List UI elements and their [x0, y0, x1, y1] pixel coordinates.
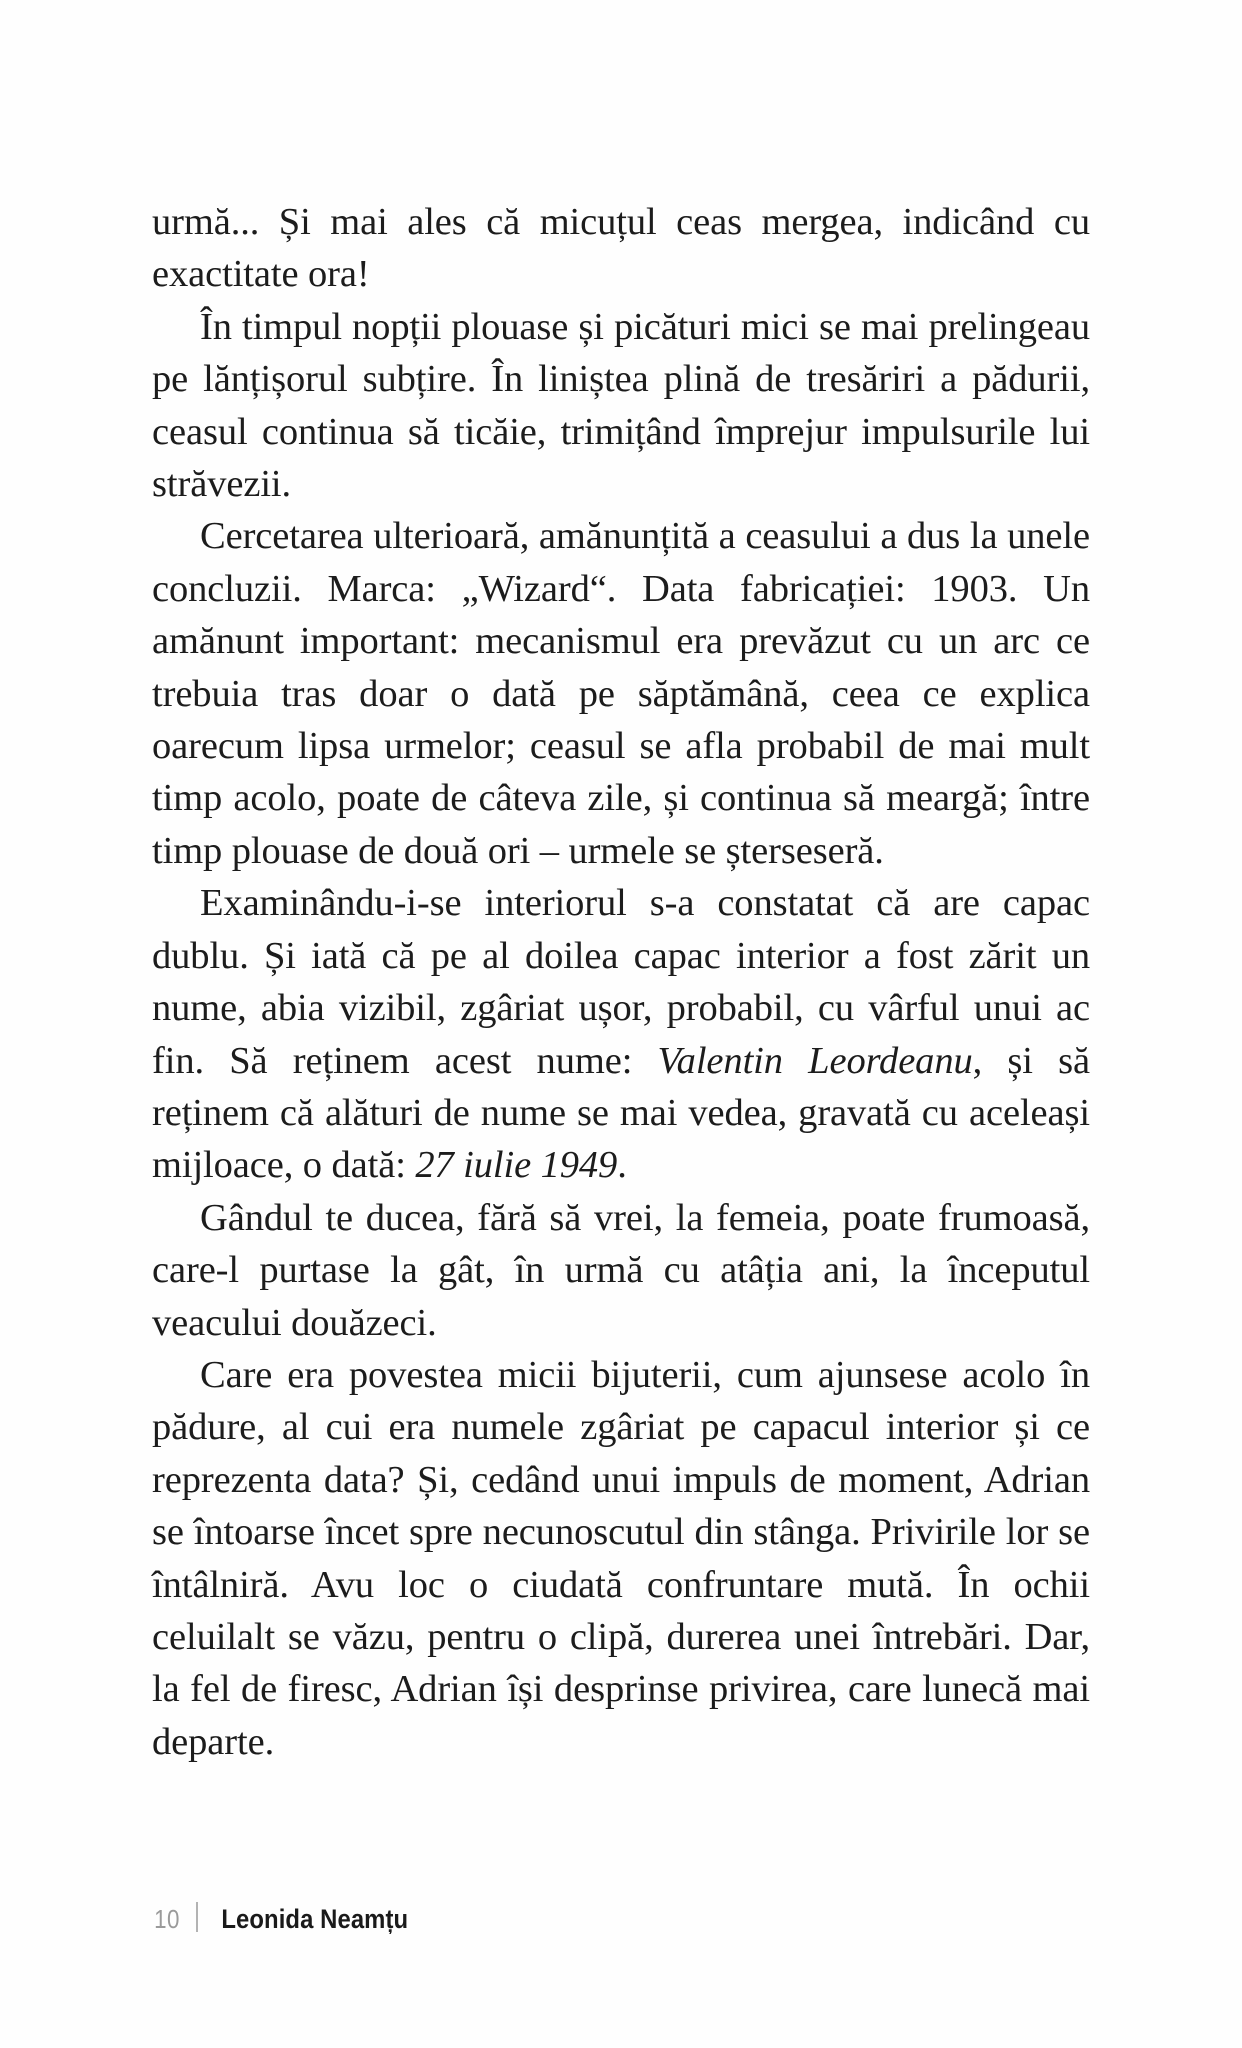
emphasis-date: 27 iulie 1949: [415, 1144, 618, 1187]
paragraph-run: Examinându-i-se interiorul s-a constatat că are capac dublu. Și iată că pe al doilea capac interior a fost zărit un nume, abia vizibil, zgâriat ușor, probabil, cu vârful unui ac fin. Să reținem acest nume:: [152, 882, 1090, 1082]
paragraph: [152, 196, 1090, 301]
paragraph: [152, 877, 1090, 1191]
paragraph: [152, 301, 1090, 511]
paragraph-run: Cercetarea ulterioară, amănunțită a ceasului a dus la unele concluzii. Marca: „Wizard“. Data fabricației: 1903. Un amănunt important: mecanismul era prevăzut cu un arc ce trebuia tras doar o dată pe săptămână, ceea ce explica oarecum lipsa urmelor; ceasul se afla probabil de mai mult timp acolo, poate de câteva zile, și continua să meargă; între timp plouase de două ori – urmele se șterseseră.: [152, 515, 1090, 872]
paragraph-run: , și să reținem că alături de nume se mai vedea, gravată cu aceleași mijloace, o dată:: [152, 1039, 1090, 1187]
paragraph-run: Care era povestea micii bijuterii, cum ajunsese acolo în pădure, al cui era numele zgâriat pe capacul interior și ce reprezenta data? Și, cedând unui impuls de moment, Adrian se întoarse încet spre necunoscutul din stânga. Privirile lor se întâlniră. Avu loc o ciudată confruntare mută. În ochii celuilalt se văzu, pentru o clipă, durerea unei întrebări. Dar, la fel de firesc, Adrian își desprinse privirea, care lunecă mai departe.: [152, 1353, 1090, 1763]
page-number: 10: [154, 1904, 180, 1934]
paragraph: [152, 1192, 1090, 1349]
running-head-author: Leonida Neamțu: [221, 1904, 409, 1934]
paragraph: [152, 1349, 1090, 1768]
paragraph: [152, 510, 1090, 877]
paragraph-run: .: [617, 1144, 627, 1187]
page-text-body: [152, 196, 1090, 1768]
page-footer: [152, 1898, 418, 1935]
paragraph-run: Gândul te ducea, fără să vrei, la femeia, poate frumoasă, care-l purtase la gât, în urmă cu atâția ani, la începutul veacului douăzeci.: [152, 1196, 1090, 1344]
emphasis-name: Valentin Leordeanu: [657, 1039, 973, 1082]
paragraph-run: În timpul nopții plouase și picături mici se mai prelingeau pe lănțișorul subțire. În liniștea plină de tresăriri a pădurii, ceasul continua să ticăie, trimițând împrejur impulsurile lui străvezii.: [152, 305, 1090, 506]
footer-divider: [196, 1902, 198, 1932]
paragraph-run: urmă... Și mai ales că micuțul ceas mergea, indicând cu exactitate ora!: [152, 201, 1090, 296]
